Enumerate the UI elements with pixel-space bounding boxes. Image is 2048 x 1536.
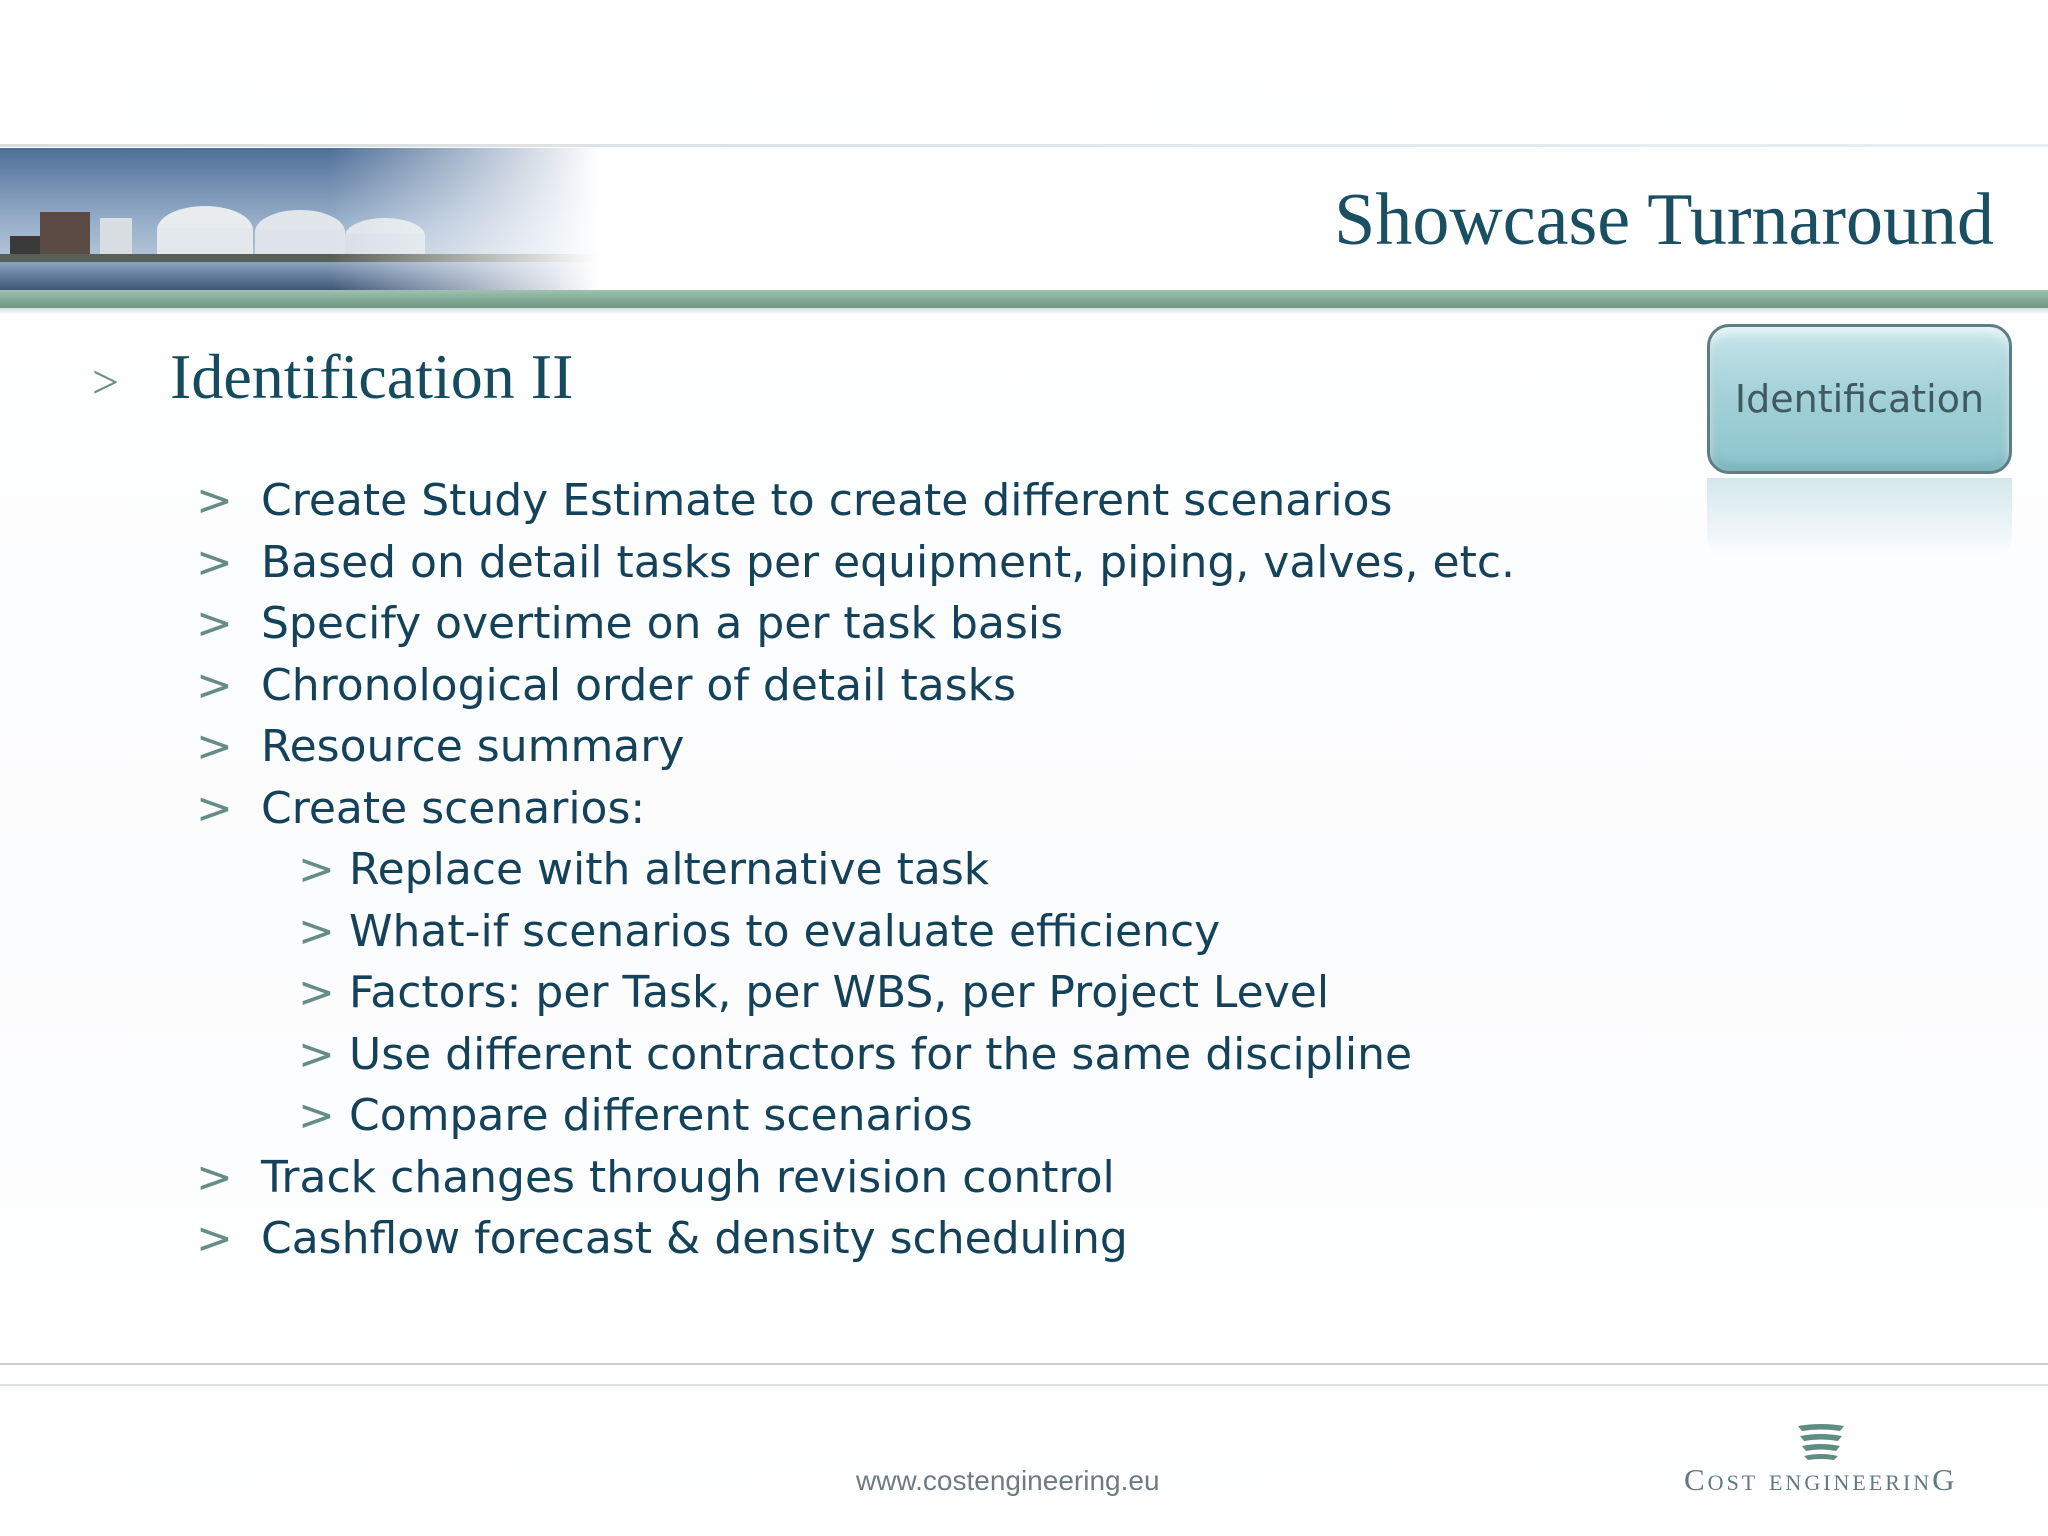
sub-bullet-item [196,967,1515,1029]
sub-bullet-text: Factors: per Task, per WBS, per Project Level [349,967,1330,1018]
bullet-text: Track changes through revision control [261,1151,1115,1203]
bullet-item [196,660,1515,722]
bullet-marker: > [196,598,233,649]
sub-bullet-text: Replace with alternative task [349,844,990,895]
sub-bullet-text: Compare different scenarios [349,1090,973,1141]
bullet-item [196,537,1515,599]
section-marker: > [92,356,120,409]
identification-badge-label: Identification [1734,377,1985,421]
bullet-item [196,598,1515,660]
bullet-marker: > [196,782,233,834]
section-heading-text: Identification II [170,341,574,412]
bullet-text: Chronological order of detail tasks [261,659,1017,711]
bullet-text: Cashflow forecast & density scheduling [261,1213,1128,1264]
company-logo [1684,1422,1984,1502]
identification-badge[interactable] [1707,324,2012,474]
footer-rule-secondary [0,1384,2048,1386]
footer-rule [0,1363,2048,1365]
header-bar-shadow [0,308,2048,314]
bullet-list [196,475,1515,1275]
sub-bullet-item [196,1029,1515,1091]
sub-bullet-text: What-if scenarios to evaluate efficiency [349,905,1221,957]
bullet-item [196,1152,1515,1214]
sub-bullet-marker: > [298,905,335,957]
sub-bullet-marker: > [298,1028,335,1080]
sub-bullet-marker: > [298,967,335,1018]
slide-title: Showcase Turnaround [1334,179,1994,261]
sub-bullet-marker: > [298,1090,335,1141]
bullet-marker: > [196,536,233,588]
sub-bullet-marker: > [298,844,335,895]
bullet-item [196,721,1515,783]
bullet-item [196,1213,1515,1275]
sub-bullet-text: Use different contractors for the same discipline [349,1028,1413,1080]
bullet-marker: > [196,659,233,711]
bullet-text: Based on detail tasks per equipment, piping, valves, etc. [261,536,1516,588]
footer-website-link[interactable]: www.costengineering.eu [856,1465,1160,1496]
bullet-item [196,475,1515,537]
stacked-layers-icon [1794,1422,1848,1462]
bullet-text: Create Study Estimate to create different scenarios [261,475,1393,526]
bullet-text: Specify overtime on a per task basis [261,598,1063,649]
header-accent-bar [0,290,2048,308]
logo-wordmark: Cost engineerinG [1684,1462,1958,1497]
sub-bullet-item [196,906,1515,968]
sub-bullet-item [196,844,1515,906]
bullet-marker: > [196,1151,233,1203]
bullet-text: Resource summary [261,721,685,772]
bullet-item [196,783,1515,845]
section-heading [92,340,573,414]
badge-reflection [1707,478,2012,558]
bullet-marker: > [196,721,233,772]
bullet-marker: > [196,1213,233,1264]
bullet-marker: > [196,475,233,526]
sub-bullet-item [196,1090,1515,1152]
header-top-rule [0,144,2048,147]
bullet-text: Create scenarios: [261,782,646,834]
header-industrial-photo [0,148,600,290]
